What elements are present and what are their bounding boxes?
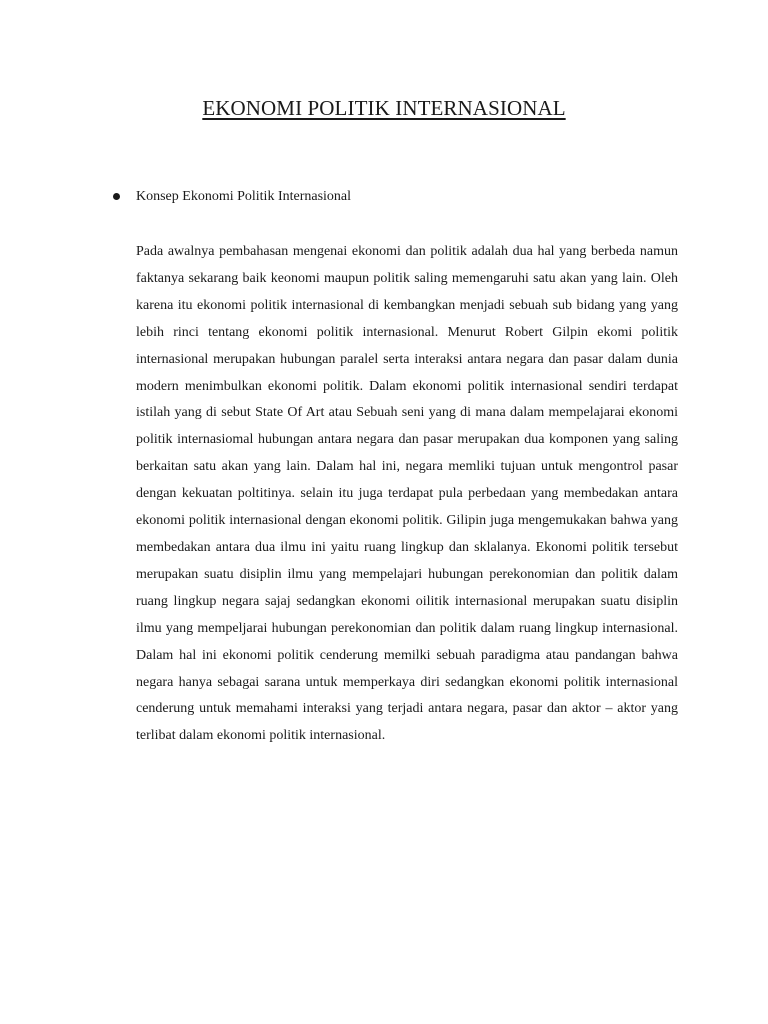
body-paragraph: Pada awalnya pembahasan mengenai ekonomi dan politik adalah dua hal yang berbeda namun faktanya sekarang baik keonomi maupun politik saling memengaruhi satu akan yang lain. Oleh karena itu ekonomi politik internasional di kembangkan menjadi sebuah sub bidang yang yang lebih rinci tentang ekonomi politik internasional. Menurut Robert Gilpin ekomi politik internasional merupakan hubungan paralel serta interaksi antara negara dan pasar dalam dunia modern menimbulkan ekonomi politik. Dalam ekonomi politik internasional sendiri terdapat istilah yang di sebut State Of Art atau Sebuah seni yang di mana dalam mempelajarai ekonomi politik internasiomal hubungan antara negara dan pasar merupakan dua komponen yang saling berkaitan satu akan yang lain. Dalam hal ini, negara memliki tujuan untuk mengontrol pasar dengan kekuatan poltitinya. selain itu juga terdapat pula perbedaan yang membedakan antara ekonomi politik internasional dengan ekonomi politik. Gilipin juga mengemukakan bahwa yang membedakan antara dua ilmu ini yaitu ruang lingkup dan sklalanya. Ekonomi politik tersebut merupakan suatu disiplin ilmu yang mempelajari hubungan perekonomian dan politik dalam ruang lingkup negara sajaj sedangkan ekonomi oilitik internasional merupakan suatu disiplin ilmu yang mempeljarai hubungan perekonomian dan politik dalam ruang lingkup internasional. Dalam hal ini ekonomi politik cenderung memilki sebuah paradigma atau pandangan bahwa negara hanya sebagai sarana untuk memperkaya diri sedangkan ekonomi politik internasional cenderung untuk memahami interaksi yang terjadi antara negara, pasar dan aktor – aktor yang terlibat dalam ekonomi politik internasional. [136, 244, 678, 744]
document-title: EKONOMI POLITIK INTERNASIONAL [202, 96, 566, 120]
section-heading: Konsep Ekonomi Politik Internasional [136, 189, 352, 204]
bullet-icon [113, 193, 120, 200]
section-bullet-item [111, 186, 681, 208]
